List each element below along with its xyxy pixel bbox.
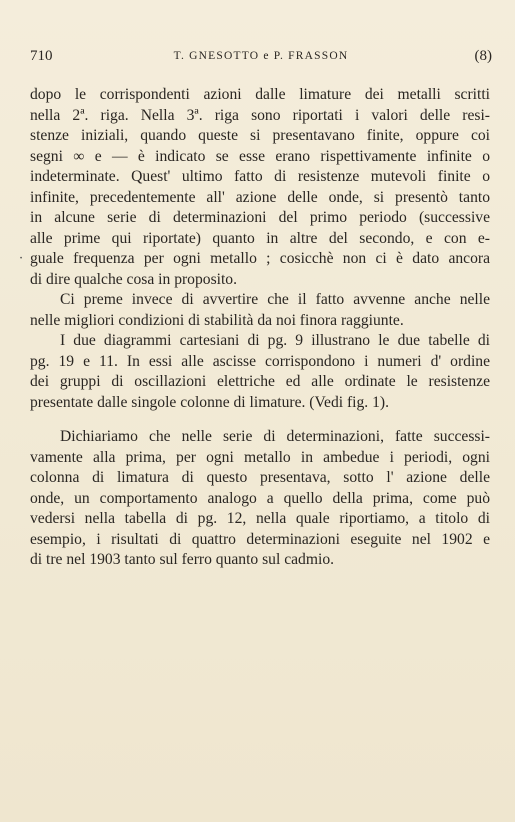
text-line: stenze iniziali, quando queste si presentavano finite, oppure coi: [30, 127, 490, 144]
text-line: di tre nel 1903 tanto sul ferro quanto sul cadmio.: [30, 551, 335, 568]
running-title: T. GNESOTTO e P. FRASSON: [173, 50, 349, 62]
text-line: I due diagrammi cartesiani di pg. 9 illustrano le due tabelle di: [60, 332, 490, 349]
paragraph-2: [30, 290, 490, 331]
text-line: dopo le corrispondenti azioni dalle limature dei metalli scritti: [30, 86, 490, 103]
text-line: vamente alla prima, per ogni metallo in ambedue i periodi, ogni: [30, 448, 490, 466]
paragraph-gap: [30, 413, 490, 427]
text-line: in alcune serie di determinazioni del primo periodo (successive: [30, 209, 490, 226]
text-line: guale frequenza per ogni metallo ; cosicchè non ci è dato ancora: [30, 250, 490, 267]
text-line: dei gruppi di oscillazioni elettriche ed alle ordinate le resistenze: [30, 373, 490, 390]
page-header: [30, 48, 492, 70]
body-text: [30, 85, 490, 571]
text-line: vedersi nella tabella di pg. 12, nella quale riportiamo, a titolo di: [30, 510, 490, 527]
text-line: esempio, i risultati di quattro determinazioni eseguite nel 1902 e: [30, 530, 490, 548]
text-line: nella 2ª. riga. Nella 3ª. riga sono riportati i valori delle resi-: [30, 106, 490, 124]
text-line: alle prime qui riportate) quanto in altre del secondo, e con e-: [30, 229, 490, 247]
text-line: onde, un comportamento analogo a quello della prima, come può: [30, 489, 490, 507]
text-line: nelle migliori condizioni di stabilità da noi finora raggiunte.: [30, 311, 404, 329]
text-line: pg. 19 e 11. In essi alle ascisse corrispondono i numeri d' ordine: [30, 352, 490, 370]
text-line: Ci preme invece di avvertire che il fatto avvenne anche nelle: [60, 291, 490, 308]
text-line: infinite, precedentemente all' azione delle onde, si presentò tanto: [30, 188, 490, 206]
text-line: presentate dalle singole colonne di limature. (Vedi fig. 1).: [30, 393, 389, 411]
text-line: Dichiariamo che nelle serie di determinazioni, fatte successi-: [60, 428, 490, 445]
margin-mark: ·: [19, 251, 24, 266]
section-number: (8): [474, 48, 492, 64]
text-line: colonna di limatura di questo presentava, sotto l' azione delle: [30, 469, 490, 486]
page-number: 710: [30, 48, 53, 64]
text-line: di dire qualche cosa in proposito.: [30, 270, 237, 288]
paragraph-1: [30, 85, 490, 290]
paragraph-3: [30, 331, 490, 413]
paragraph-4: [30, 427, 490, 571]
text-line: indeterminate. Quest' ultimo fatto di resistenze mutevoli finite o: [30, 168, 490, 185]
text-line: segni ∞ e — è indicato se esse erano rispettivamente infinite o: [30, 147, 490, 165]
